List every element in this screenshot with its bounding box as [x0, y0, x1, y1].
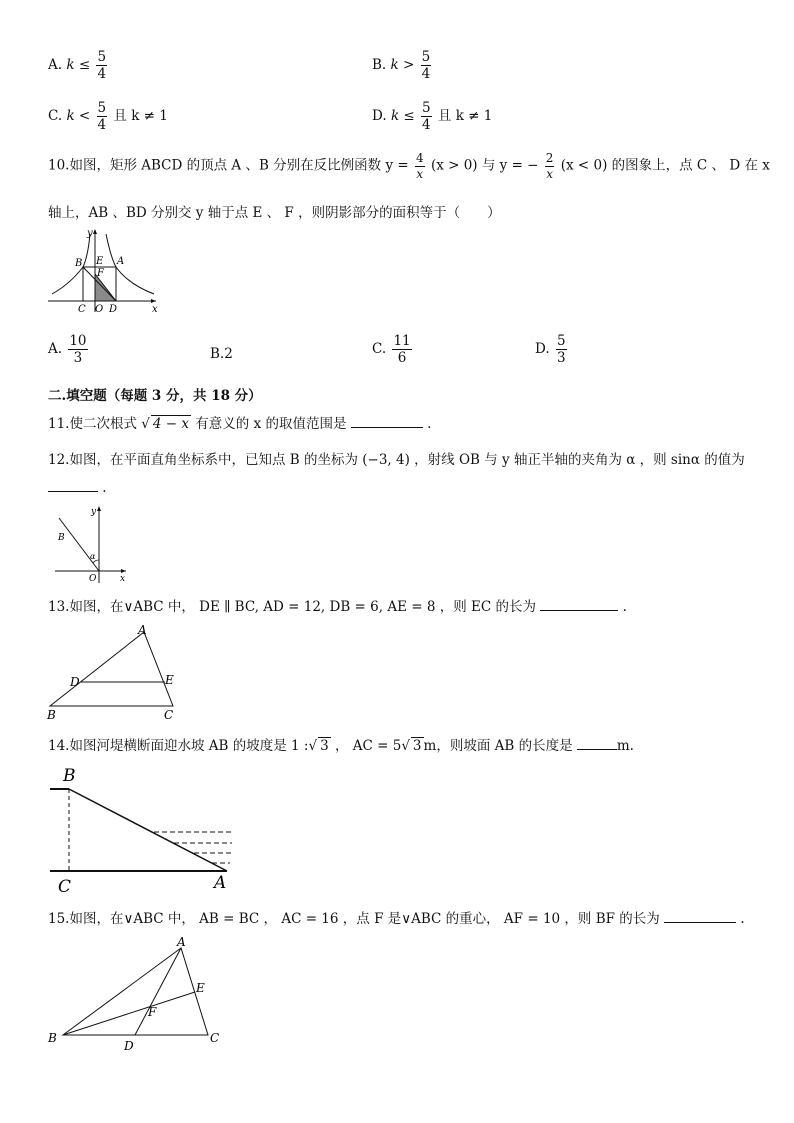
q14-text-mid: ， AC = 5: [334, 738, 402, 754]
q13-end: .: [622, 599, 627, 615]
option-label: D.: [535, 341, 550, 358]
label-a: A: [214, 873, 227, 893]
x-axis-arrow: [151, 299, 156, 303]
answer-blank[interactable]: [577, 737, 617, 750]
label-a: A: [138, 623, 147, 637]
fraction: [68, 334, 87, 365]
label-b: B: [63, 766, 76, 786]
q10-option-c: [372, 334, 414, 365]
fraction: [421, 50, 432, 81]
option-tail: 且 k ≠ 1: [437, 108, 493, 125]
denominator: 4: [421, 66, 431, 83]
numerator: 5: [556, 333, 566, 349]
q12-figure: [52, 504, 132, 584]
triangle-abc: [50, 632, 173, 706]
label-a: A: [117, 256, 125, 267]
sqrt-sign: √: [401, 738, 410, 754]
label-f: F: [97, 268, 104, 279]
label-e: E: [165, 673, 174, 687]
option-label: B.2: [210, 346, 233, 362]
answer-blank[interactable]: [48, 479, 98, 492]
label-o: O: [89, 574, 97, 584]
curve-right: [106, 234, 154, 294]
label-a: A: [177, 935, 186, 949]
slope-ab: [69, 789, 227, 871]
label-alpha: α: [90, 552, 96, 561]
q10-line2: 轴上，AB 、BD 分别交 y 轴于点 E 、 F ，则阴影部分的面积等于（ ）: [48, 205, 501, 221]
sqrt-sign: √: [308, 738, 318, 754]
numerator: 4: [416, 151, 424, 165]
numerator: 11: [393, 333, 411, 349]
numerator: 5: [421, 49, 431, 65]
option-label: B.: [372, 57, 387, 74]
triangle-abc: [63, 948, 208, 1035]
ray-ob: [59, 518, 99, 571]
label-c: C: [78, 304, 86, 315]
fraction-2-over-x: [545, 152, 555, 180]
median-be: [63, 992, 195, 1035]
q10-option-d: [535, 334, 569, 365]
denominator: 3: [73, 350, 83, 367]
label-b: B: [58, 533, 65, 543]
q10-line1: [48, 152, 770, 180]
section-title: 二.填空题（每题 3 分，共 18 分）: [48, 388, 262, 404]
answer-blank[interactable]: [540, 598, 618, 611]
option-expr: k <: [66, 108, 91, 125]
fraction: [421, 101, 432, 132]
label-f: F: [148, 1005, 157, 1019]
numerator: 5: [97, 49, 107, 65]
label-b: B: [48, 1031, 57, 1045]
q10-figure: [44, 226, 166, 316]
fraction: [392, 334, 411, 365]
label-d: D: [109, 304, 118, 315]
label-b: B: [75, 258, 83, 269]
denominator: 3: [556, 350, 566, 367]
q13: [48, 595, 627, 615]
q15-text: 15.如图，在∨ABC 中， AB = BC ， AC = 16 ，点 F 是∨ABC 的重心， AF = 10 ，则 BF 的长为: [48, 911, 660, 927]
numerator: 10: [69, 333, 87, 349]
option-label: A.: [48, 341, 63, 358]
denominator: 4: [422, 117, 431, 134]
option-label: D.: [372, 108, 387, 125]
q12-line2: [48, 479, 107, 496]
q9-option-c: [48, 101, 168, 132]
sqrt-sign: √: [141, 416, 150, 432]
numerator: 5: [97, 100, 107, 116]
fraction: [97, 101, 108, 132]
q14-figure: [44, 762, 244, 894]
fraction: [556, 334, 567, 365]
label-d: D: [124, 1039, 134, 1053]
median-ad: [135, 948, 181, 1035]
q9-option-d: [372, 101, 492, 132]
label-o: O: [95, 304, 104, 315]
q10-option-b: [210, 346, 233, 362]
q11-text-post: 有意义的 x 的取值范围是: [195, 416, 347, 432]
q15-figure: [44, 930, 234, 1056]
label-y: y: [91, 507, 97, 517]
curve-left: [52, 234, 90, 294]
q10-text-b: (x > 0) 与 y = −: [430, 157, 539, 174]
option-tail: 且 k ≠ 1: [113, 108, 168, 125]
answer-blank[interactable]: [351, 415, 423, 428]
option-expr: k >: [390, 57, 415, 74]
q14-text-pre: 14.如图河堤横断面迎水坡 AB 的坡度是 1 :: [48, 738, 309, 754]
q13-figure: [44, 620, 184, 724]
denominator: x: [546, 166, 553, 181]
q9-option-b: [372, 50, 433, 81]
fraction-4-over-x: [415, 152, 425, 180]
radicand: 3: [412, 738, 422, 754]
q11-end: .: [427, 416, 432, 432]
label-d: D: [70, 675, 80, 689]
label-x: x: [120, 574, 126, 584]
radicand: 4 − x: [152, 416, 189, 432]
denominator: 4: [97, 66, 107, 83]
q13-text: 13.如图，在∨ABC 中， DE ∥ BC, AD = 12, DB = 6, AE = 8 ，则 EC 的长为: [48, 599, 536, 615]
y-axis-arrow: [97, 506, 101, 511]
q10-option-a: [48, 334, 90, 365]
y-axis-arrow: [93, 229, 97, 234]
option-expr: k ≤: [66, 57, 91, 74]
option-expr: k ≤: [390, 108, 415, 125]
label-e: E: [96, 256, 104, 267]
q9-option-a: [48, 50, 109, 81]
denominator: x: [416, 166, 424, 181]
answer-blank[interactable]: [664, 910, 736, 923]
label-y: y: [87, 228, 93, 239]
q11: [48, 412, 431, 432]
q12-line1: 12.如图，在平面直角坐标系中，已知点 B 的坐标为 (−3, 4) ，射线 OB 与 y 轴正半轴的夹角为 α ，则 sinα 的值为: [48, 452, 745, 468]
q14-text-post: m，则坡面 AB 的长度是: [423, 738, 573, 754]
x-axis-arrow: [121, 569, 126, 573]
label-e: E: [196, 981, 205, 995]
option-label: A.: [48, 57, 63, 74]
q10-text-c: (x < 0) 的图象上，点 C 、 D 在 x: [560, 157, 770, 174]
label-c: C: [58, 877, 72, 894]
q14: [48, 734, 634, 754]
label-x: x: [152, 304, 158, 315]
option-label: C.: [48, 108, 63, 125]
q15-end: .: [740, 911, 745, 927]
option-label: C.: [372, 341, 387, 358]
radicand: 3: [320, 738, 329, 754]
q11-text-pre: 11.使二次根式: [48, 416, 137, 432]
denominator: 4: [97, 117, 107, 134]
numerator: 2: [545, 151, 554, 165]
label-c: C: [210, 1031, 220, 1045]
fraction: [96, 50, 107, 81]
denominator: 6: [397, 350, 407, 367]
q14-end: m.: [616, 738, 634, 754]
q12-end: .: [102, 480, 107, 496]
q10-text-a: 10.如图，矩形 ABCD 的顶点 A 、B 分别在反比例函数 y =: [48, 157, 409, 174]
label-b: B: [47, 708, 56, 722]
q15: [48, 907, 745, 927]
label-c: C: [164, 708, 174, 722]
numerator: 5: [422, 100, 431, 116]
